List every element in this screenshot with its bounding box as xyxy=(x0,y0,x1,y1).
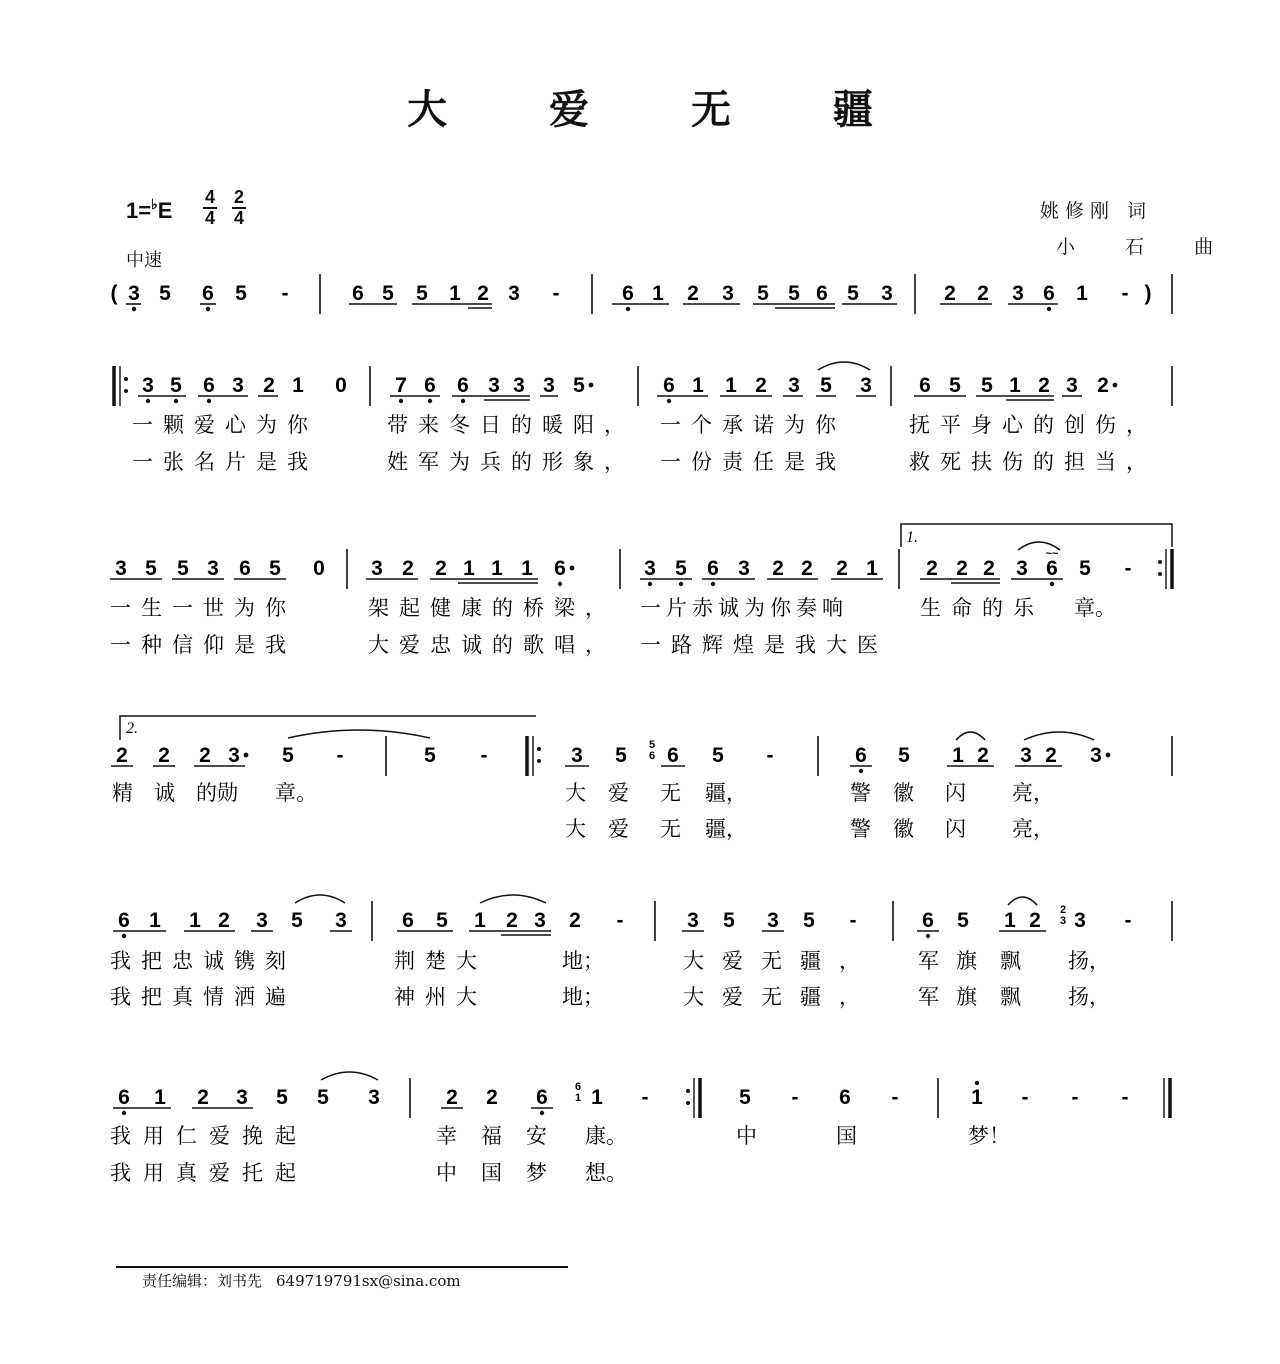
note: 5 xyxy=(820,374,832,397)
lyric-text: 国 xyxy=(836,1124,857,1148)
note: 1 xyxy=(1076,282,1088,305)
octave-dot-low xyxy=(1050,582,1054,586)
lyric-text: 疆， xyxy=(705,817,747,841)
dash-rest: - xyxy=(891,1086,899,1109)
note: 1 xyxy=(449,282,461,305)
lyric-text: 我用真爱托起 xyxy=(110,1161,308,1185)
dash-rest: - xyxy=(552,282,560,305)
lyric-text: 大 xyxy=(565,817,586,841)
note: 6 xyxy=(839,1086,851,1109)
octave-dot-low xyxy=(711,582,715,586)
lyric-text: 闪 xyxy=(945,781,966,805)
note: 3 xyxy=(142,374,154,397)
note: 6 xyxy=(663,374,675,397)
note: 2 xyxy=(801,557,813,580)
lyric-text: 幸福安 xyxy=(436,1124,571,1148)
note: 2 xyxy=(446,1086,458,1109)
octave-dot-low xyxy=(206,307,210,311)
lyric-text: 的勋 xyxy=(196,781,238,805)
grace-note: 1 xyxy=(574,1092,582,1104)
repeat-dot xyxy=(1158,560,1162,564)
dash-rest: - xyxy=(480,744,488,767)
dash-rest: - xyxy=(1121,1086,1129,1109)
note: 5 xyxy=(739,1086,751,1109)
tie-slur xyxy=(288,730,430,738)
dash-rest: - xyxy=(1124,909,1132,932)
lyric-text: 大爱忠诚的歌唱， xyxy=(368,633,616,657)
note: 2 xyxy=(486,1086,498,1109)
octave-dot-high xyxy=(975,1081,979,1085)
note: 2 xyxy=(983,557,995,580)
augmentation-dot xyxy=(1106,753,1111,758)
note: 2 xyxy=(569,909,581,932)
note: 2 xyxy=(263,374,275,397)
lyric-text: 一颗爱心为你 xyxy=(132,413,318,437)
dash-rest: - xyxy=(1021,1086,1029,1109)
note: 1 xyxy=(1009,374,1021,397)
octave-dot-low xyxy=(648,582,652,586)
lyric-text: 我用仁爱挽起 xyxy=(110,1124,308,1148)
note: 2 xyxy=(1097,374,1109,397)
note: 5 xyxy=(416,282,428,305)
repeat-dot xyxy=(686,1101,690,1105)
octave-dot-low xyxy=(174,399,178,403)
note: 1 xyxy=(189,909,201,932)
lyric-text: 梦！ xyxy=(968,1124,1010,1148)
slur xyxy=(321,1072,378,1080)
note: 6 xyxy=(707,557,719,580)
augmentation-dot xyxy=(570,566,575,571)
note: 2 xyxy=(944,282,956,305)
note: 6 xyxy=(118,1086,130,1109)
lyric-text: 无 xyxy=(660,781,681,805)
lyric-text: 一片赤诚为你奏响 xyxy=(640,596,848,620)
note: 3 xyxy=(207,557,219,580)
lyric-text: 飘 xyxy=(1000,985,1021,1009)
note: 5 xyxy=(675,557,687,580)
note: 6 xyxy=(352,282,364,305)
lyric-text: 旗 xyxy=(956,985,977,1009)
note: 5 xyxy=(269,557,281,580)
lyricist-credit: 姚修刚 词 xyxy=(1040,200,1153,222)
lyric-text: 亮， xyxy=(1012,817,1054,841)
note: 3 xyxy=(228,744,240,767)
lyric-text: 带来冬日的暖阳， xyxy=(387,413,635,437)
note: 3 xyxy=(644,557,656,580)
note: 5 xyxy=(276,1086,288,1109)
note: 6 xyxy=(1043,282,1055,305)
note: 5 xyxy=(159,282,171,305)
note: 2 xyxy=(199,744,211,767)
editor-email: 649719791sx@sina.com xyxy=(276,1272,461,1290)
lyric-text: 架起健康的桥梁， xyxy=(368,596,616,620)
paren-open: ( xyxy=(110,282,118,305)
note: 6 xyxy=(919,374,931,397)
note: 3 xyxy=(1066,374,1078,397)
octave-dot-low xyxy=(428,399,432,403)
note: 2 xyxy=(1045,744,1057,767)
note: 5 xyxy=(949,374,961,397)
lyric-text: 想。 xyxy=(585,1161,627,1185)
lyric-text: 爱 xyxy=(608,817,629,841)
note: 3 xyxy=(115,557,127,580)
lyric-text: 我把忠诚镌刻 xyxy=(110,949,296,973)
lyric-text: 爱 xyxy=(608,781,629,805)
note: 3 xyxy=(860,374,872,397)
slur xyxy=(295,895,345,903)
lyric-text: 精 xyxy=(112,781,133,805)
note: 5 xyxy=(723,909,735,932)
footer-rule xyxy=(116,1266,568,1268)
lyric-text: 徽 xyxy=(893,817,914,841)
mordent-ornament: ~~ xyxy=(1045,548,1059,560)
dash-rest: - xyxy=(1121,282,1129,305)
note: 3 xyxy=(232,374,244,397)
lyric-text: 地； xyxy=(562,949,604,973)
grace-note: 6 xyxy=(574,1081,582,1093)
note: 3 xyxy=(543,374,555,397)
octave-dot-low xyxy=(926,934,930,938)
note: 3 xyxy=(256,909,268,932)
octave-dot-low xyxy=(461,399,465,403)
dash-rest: - xyxy=(616,909,624,932)
lyric-text: 大爱无疆， xyxy=(683,985,878,1009)
note: 3 xyxy=(513,374,525,397)
note: 2 xyxy=(197,1086,209,1109)
repeat-dot xyxy=(124,389,128,393)
note: 6 xyxy=(922,909,934,932)
octave-dot-low xyxy=(667,399,671,403)
note: 5 xyxy=(957,909,969,932)
note: 1 xyxy=(866,557,878,580)
lyric-text: 军 xyxy=(918,949,939,973)
lyric-text: 警 xyxy=(850,817,871,841)
augmentation-dot xyxy=(589,383,594,388)
lyric-text: 生命的乐 xyxy=(920,596,1044,620)
note: 5 xyxy=(282,744,294,767)
note: 1 xyxy=(149,909,161,932)
song-title: 大 爱 无 疆 xyxy=(407,86,917,133)
note: 3 xyxy=(508,282,520,305)
lyric-text: 疆， xyxy=(705,781,747,805)
note: 5 xyxy=(424,744,436,767)
note: 3 xyxy=(881,282,893,305)
note: 3 xyxy=(1016,557,1028,580)
lyric-text: 诚 xyxy=(154,781,175,805)
note: 6 xyxy=(855,744,867,767)
note: 3 xyxy=(788,374,800,397)
note: 5 xyxy=(757,282,769,305)
lyric-text: 一份责任是我 xyxy=(660,450,846,474)
note: 2 xyxy=(402,557,414,580)
dash-rest: - xyxy=(766,744,774,767)
note: 5 xyxy=(145,557,157,580)
note: 2 xyxy=(506,909,518,932)
note: 2 xyxy=(977,282,989,305)
note: 0 xyxy=(335,374,347,397)
note: 5 xyxy=(615,744,627,767)
note: 1 xyxy=(1004,909,1016,932)
note: 3 xyxy=(128,282,140,305)
note: 3 xyxy=(767,909,779,932)
note: 1 xyxy=(952,744,964,767)
note: 1 xyxy=(154,1086,166,1109)
note: 6 xyxy=(457,374,469,397)
footer xyxy=(142,1270,475,1291)
note: 3 xyxy=(738,557,750,580)
note: 6 xyxy=(622,282,634,305)
note: 5 xyxy=(436,909,448,932)
note: 5 xyxy=(170,374,182,397)
lyric-text: 亮， xyxy=(1012,781,1054,805)
lyric-text: 旗 xyxy=(956,949,977,973)
key-prefix: 1= xyxy=(126,198,152,223)
note: 5 xyxy=(573,374,585,397)
augmentation-dot xyxy=(1113,383,1118,388)
lyric-text: 扬， xyxy=(1068,949,1110,973)
editor-credit: 责任编辑：刘书先 xyxy=(142,1272,263,1290)
note: 5 xyxy=(898,744,910,767)
lyric-text: 康。 xyxy=(585,1124,627,1148)
grace-note: 5 xyxy=(648,739,656,751)
note: 1 xyxy=(292,374,304,397)
note: 5 xyxy=(712,744,724,767)
octave-dot-low xyxy=(122,1111,126,1115)
note: 2 xyxy=(218,909,230,932)
dash-rest: - xyxy=(791,1086,799,1109)
octave-dot-low xyxy=(558,582,562,586)
note: 6 xyxy=(536,1086,548,1109)
note: 2 xyxy=(435,557,447,580)
note: 3 xyxy=(488,374,500,397)
note: 6 xyxy=(424,374,436,397)
note: 6 xyxy=(402,909,414,932)
time-sig-bottom: 4 xyxy=(233,208,244,228)
note: 1 xyxy=(521,557,533,580)
note: 2 xyxy=(755,374,767,397)
lyric-text: 地； xyxy=(562,985,604,1009)
lyric-text: 一张名片是我 xyxy=(132,450,318,474)
lyric-text: 荆楚大 xyxy=(394,949,487,973)
octave-dot-low xyxy=(207,399,211,403)
note: 1 xyxy=(463,557,475,580)
octave-dot-low xyxy=(122,934,126,938)
note: 2 xyxy=(477,282,489,305)
note: 5 xyxy=(235,282,247,305)
note: 2 xyxy=(836,557,848,580)
note: 6 xyxy=(202,282,214,305)
lyric-text: 扬， xyxy=(1068,985,1110,1009)
note: 1 xyxy=(491,557,503,580)
note: 5 xyxy=(1079,557,1091,580)
lyric-text: 大爱无疆， xyxy=(683,949,878,973)
note: 3 xyxy=(368,1086,380,1109)
lyric-text: 一路辉煌是我大医 xyxy=(640,633,888,657)
note: 5 xyxy=(788,282,800,305)
note: 3 xyxy=(1090,744,1102,767)
octave-dot-low xyxy=(679,582,683,586)
slur xyxy=(480,895,546,903)
grace-note: 2 xyxy=(1059,904,1067,916)
note: 3 xyxy=(687,909,699,932)
note: 5 xyxy=(317,1086,329,1109)
note: 1 xyxy=(971,1086,983,1109)
augmentation-dot xyxy=(244,753,249,758)
dash-rest: - xyxy=(849,909,857,932)
lyric-text: 我把真情洒遍 xyxy=(110,985,296,1009)
paren-close: ) xyxy=(1144,282,1152,305)
note: 3 xyxy=(371,557,383,580)
repeat-dot xyxy=(537,759,541,763)
dash-rest: - xyxy=(641,1086,649,1109)
repeat-dot xyxy=(1158,572,1162,576)
lyric-text: 大 xyxy=(565,781,586,805)
volta-bracket-2 xyxy=(120,716,536,740)
note: 2 xyxy=(158,744,170,767)
lyric-text: 徽 xyxy=(893,781,914,805)
dash-rest: - xyxy=(1124,557,1132,580)
note: 1 xyxy=(474,909,486,932)
note: 3 xyxy=(571,744,583,767)
slur xyxy=(956,732,985,740)
note: 2 xyxy=(1038,374,1050,397)
octave-dot-low xyxy=(1047,307,1051,311)
note: 5 xyxy=(382,282,394,305)
note: 6 xyxy=(118,909,130,932)
note: 6 xyxy=(203,374,215,397)
note: 5 xyxy=(803,909,815,932)
note: 3 xyxy=(236,1086,248,1109)
note: 6 xyxy=(239,557,251,580)
note: 3 xyxy=(1020,744,1032,767)
repeat-dot xyxy=(124,377,128,381)
tie-slur xyxy=(818,362,870,370)
note: 5 xyxy=(981,374,993,397)
lyric-text: 一种信仰是我 xyxy=(110,633,296,657)
octave-dot-low xyxy=(540,1111,544,1115)
volta-bracket-1 xyxy=(901,524,1172,547)
note: 1 xyxy=(591,1086,603,1109)
note: 1 xyxy=(725,374,737,397)
lyric-text: 无 xyxy=(660,817,681,841)
repeat-dot xyxy=(686,1089,690,1093)
lyric-text: 一生一世为你 xyxy=(110,596,296,620)
lyric-text: 闪 xyxy=(945,817,966,841)
composer-credit: 小 石 曲 xyxy=(1056,236,1236,258)
time-sig-top: 4 xyxy=(204,187,215,207)
lyric-text: 警 xyxy=(850,781,871,805)
note: 2 xyxy=(956,557,968,580)
note: 3 xyxy=(335,909,347,932)
note: 6 xyxy=(667,744,679,767)
octave-dot-low xyxy=(399,399,403,403)
lyric-text: 军 xyxy=(918,985,939,1009)
note: 5 xyxy=(847,282,859,305)
octave-dot-low xyxy=(146,399,150,403)
note: 2 xyxy=(1029,909,1041,932)
lyric-text: 救死扶伤的担当， xyxy=(909,450,1157,474)
lyric-text: 飘 xyxy=(1000,949,1021,973)
tempo-marking: 中速 xyxy=(126,250,162,271)
note: 3 xyxy=(534,909,546,932)
slur xyxy=(1024,732,1094,740)
lyric-text: 章。 xyxy=(275,781,317,805)
volta-label-2: 2. xyxy=(126,720,138,737)
key-letter: E xyxy=(157,198,173,223)
lyric-text: 一个承诺为你 xyxy=(660,413,846,437)
grace-note: 3 xyxy=(1059,915,1067,927)
dash-rest: - xyxy=(1071,1086,1079,1109)
note: 6 xyxy=(554,557,566,580)
flat-sign: ♭ xyxy=(151,196,158,212)
note: 1 xyxy=(652,282,664,305)
lyric-text: 章。 xyxy=(1074,596,1116,620)
slur xyxy=(1008,897,1037,905)
note: 0 xyxy=(313,557,325,580)
note: 6 xyxy=(1046,557,1058,580)
dash-rest: - xyxy=(281,282,289,305)
note: 5 xyxy=(177,557,189,580)
dash-rest: - xyxy=(336,744,344,767)
note: 2 xyxy=(772,557,784,580)
volta-label-1: 1. xyxy=(906,529,918,546)
grace-note: 6 xyxy=(648,750,656,762)
note: 2 xyxy=(926,557,938,580)
note: 3 xyxy=(1012,282,1024,305)
note: 7 xyxy=(395,374,407,397)
lyric-text: 姓军为兵的形象， xyxy=(387,450,635,474)
note: 3 xyxy=(722,282,734,305)
octave-dot-low xyxy=(859,769,863,773)
lyric-text: 中国梦 xyxy=(436,1161,571,1185)
note: 3 xyxy=(1074,909,1086,932)
note: 2 xyxy=(116,744,128,767)
time-sig-top: 2 xyxy=(233,187,244,207)
repeat-dot xyxy=(537,747,541,751)
octave-dot-low xyxy=(132,307,136,311)
note: 2 xyxy=(687,282,699,305)
octave-dot-low xyxy=(626,307,630,311)
lyric-text: 神州大 xyxy=(394,985,487,1009)
time-sig-bottom: 4 xyxy=(204,208,215,228)
lyric-text: 中 xyxy=(736,1124,757,1148)
note: 5 xyxy=(291,909,303,932)
lyric-text: 抚平身心的创伤， xyxy=(909,413,1157,437)
note: 2 xyxy=(977,744,989,767)
note: 6 xyxy=(816,282,828,305)
note: 1 xyxy=(692,374,704,397)
